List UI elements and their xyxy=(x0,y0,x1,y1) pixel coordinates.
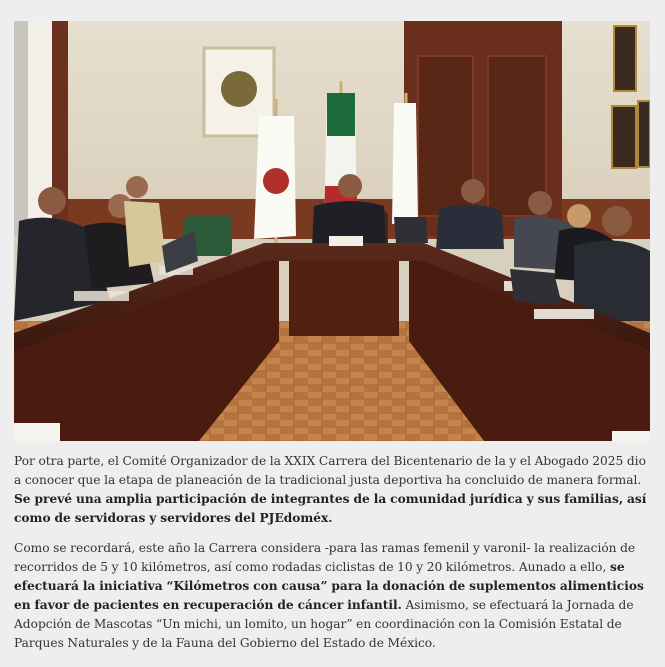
meeting-photo-illustration xyxy=(14,21,650,441)
article xyxy=(14,21,650,653)
paragraph-2-segment-3: Asimismo, se efectuará la Jornada de Adopción de Mascotas “Un michi, un lomito, un hogar” en coordinación con la Comisión Estatal de Parques Naturales y de la Fauna del Gobierno del Estado de México. xyxy=(14,598,634,650)
meeting-photo xyxy=(14,21,650,441)
paragraph-2-segment-2: se efectuará la iniciativa “Kilómetros con causa” para la donación de suplementos alimenticios en favor de pacientes en recuperación de cáncer infantil. xyxy=(14,560,644,612)
article-paragraph-2 xyxy=(14,539,650,653)
paragraph-1-segment-1: Por otra parte, el Comité Organizador de la XXIX Carrera del Bicentenario de la y el Abogado 2025 dio a conocer que la etapa de planeación de la tradicional justa deportiva ha concluido de manera formal. xyxy=(14,454,646,487)
paragraph-2-segment-1: Como se recordará, este año la Carrera considera -para las ramas femenil y varonil- la realización de recorridos de 5 y 10 kilómetros, así como rodadas ciclistas de 10 y 20 kilómetros. Aunado a ello, xyxy=(14,541,636,574)
article-paragraph-1 xyxy=(14,452,650,528)
paragraph-1-segment-2: Se prevé una amplia participación de integrantes de la comunidad jurídica y sus familias, así como de servidoras y servidores del PJEdoméx. xyxy=(14,492,647,525)
